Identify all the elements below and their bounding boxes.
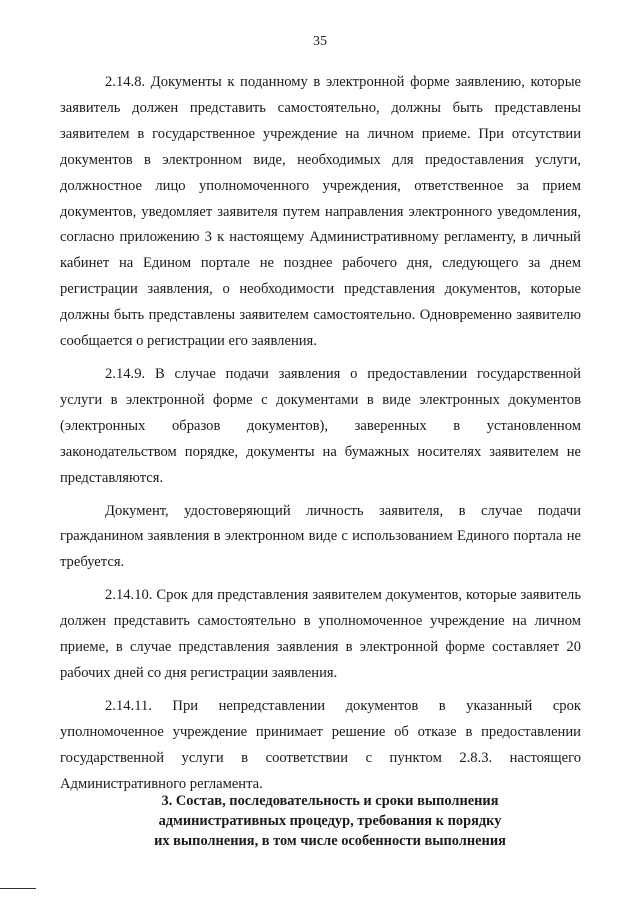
footnote-separator	[0, 888, 36, 889]
paragraph-2-14-9: 2.14.9. В случае подачи заявления о предоставлении государственной услуги в электронной форме с документами в виде электронных документов (электронных образов документов), заверенных в установленном законодательством порядке, документы на бумажных носителях заявителем не представляются.	[60, 365, 581, 486]
paragraph-2-14-10: 2.14.10. Срок для представления заявителем документов, которые заявитель должен представить самостоятельно в уполномоченное учреждение на личном приеме, в случае представления заявления в электронной форме составляет 20 рабочих дней со дня регистрации заявления.	[60, 587, 581, 681]
page-number: 35	[313, 34, 327, 49]
paragraph-identity-document: Документ, удостоверяющий личность заявителя, в случае подачи гражданином заявления в электронном виде с использованием Единого портала не требуется.	[60, 502, 581, 571]
section-heading-line-3: их выполнения, в том числе особенности выполнения	[154, 833, 506, 849]
section-heading-line-1: 3. Состав, последовательность и сроки выполнения	[161, 793, 499, 809]
section-heading-line-2: административных процедур, требования к порядку	[158, 813, 502, 829]
document-body	[60, 70, 581, 797]
paragraph-2-14-8: 2.14.8. Документы к поданному в электронной форме заявлению, которые заявитель должен представить самостоятельно, должны быть представлены заявителем в государственное учреждение на личном приеме. При отсутствии документов в электронном виде, необходимых для предоставления услуги, должностное лицо уполномоченного учреждения, ответственное за прием документов, уведомляет заявителя путем направления электронного уведомления, согласно приложению 3 к настоящему Административному регламенту, в личный кабинет на Едином портале не позднее рабочего дня, следующего за днем регистрации заявления, о необходимости представления документов, которые должны быть представлены заявителем самостоятельно. Одновременно заявителю сообщается о регистрации его заявления.	[60, 74, 581, 350]
paragraph-2-14-11: 2.14.11. При непредставлении документов в указанный срок уполномоченное учреждение принимает решение об отказе в предоставлении государственной услуги в соответствии с пунктом 2.8.3. настоящего Административного регламента.	[60, 697, 581, 792]
section-heading	[100, 791, 560, 851]
